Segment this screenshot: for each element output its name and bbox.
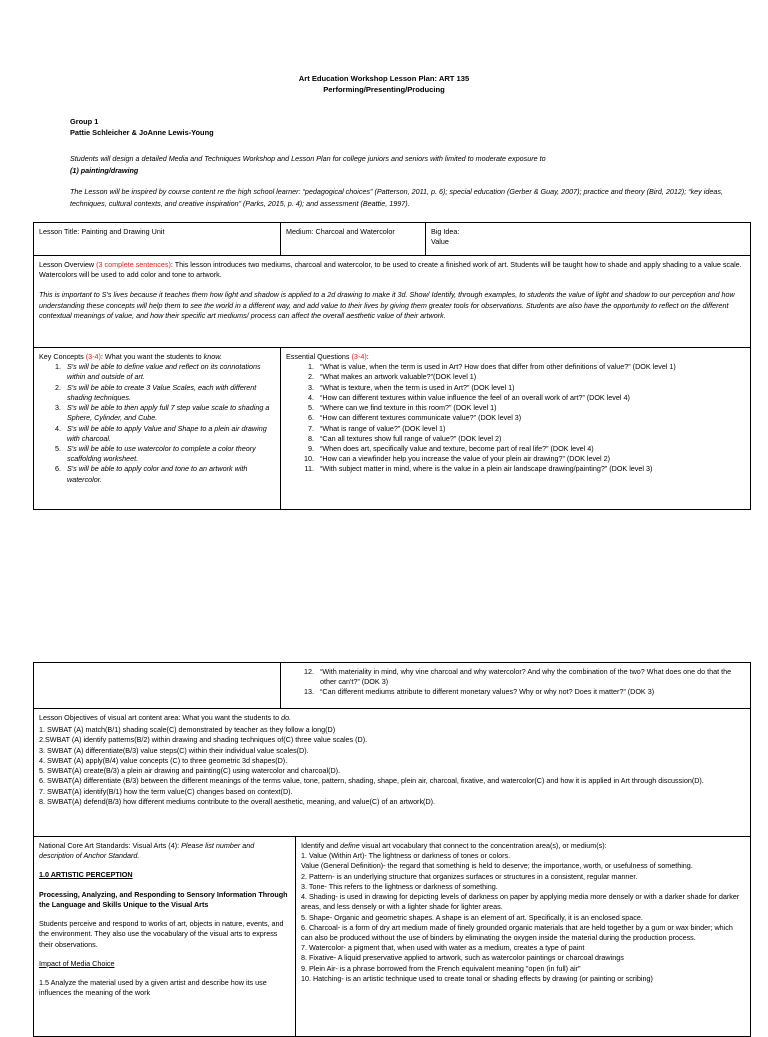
essential-question-item [286,687,745,697]
lesson-title: Lesson Title: Painting and Drawing Unit [39,227,165,236]
essential-question-item-text: “When does art, specifically value and texture, become part of real life?” (DOK level 4) [320,443,594,453]
essential-question-item-text: “What is texture, when the term is used in Art?” (DOK level 1) [320,382,515,392]
key-concepts-label-rest: : What you want the students to [100,352,204,361]
standards-para: Students perceive and respond to works of art, objects in nature, events, and the environment. They also use the vocabulary of the visual arts to express their observations. [39,919,284,949]
overview-paragraph-2: This is important to S's lives because it teaches them how light and shadow is applied to a 2d drawing to make it 3d. Show/ Identify, through examples, to students the value of light and shadow to our perception and how understanding these concepts will help them to see the world in a different way, and add value to their lives by giving them greater tools for observations. Students are also have the opportunity to reflect on the different contextual meanings of value, and how their specific art mediums/ process can affect the overall aesthetic value of their artwork. [39,290,735,320]
essential-question-item-number: 6. [308,413,314,423]
essential-question-item [286,444,745,454]
vocabulary-item: 9. Plein Air- is a phrase borrowed from the French equivalent meaning "open (in full) air" [301,963,581,973]
standards-label: National Core Art Standards: Visual Arts (4): [39,841,182,850]
essential-questions-continued-list [286,667,745,698]
essential-question-item-text: “What is value, when the term is used in Art? How does that differ from other definitions of value?” (DOK level 1) [320,362,676,372]
overview-cell [34,256,751,348]
intro-text-1: Students will design a detailed Media and Techniques Workshop and Lesson Plan for college juniors and seniors with limited to moderate exposure to [70,154,546,163]
vocabulary-item: 7. Watercolor- a pigment that, when used with water as a medium, creates a type of paint [301,943,585,953]
key-concept-item-number: 5. [55,443,61,453]
essential-question-item [286,667,745,687]
essential-question-item [286,393,745,403]
big-idea-cell [426,223,751,256]
vocabulary-item: 4. Shading- is used in drawing for depicting levels of darkness on paper by applying media more densely or with a darker shade for darker areas, and less densely or with a lighter shade for lighter areas. [301,892,740,912]
vocabulary-item: 6. Charcoal- is a form of dry art medium made of finely grounded organic materials that are held together by a gum or wax binder; which can also be produced without the use of binders by eliminating the oxygen inside the material during the production process. [301,922,733,942]
medium-cell [281,223,426,256]
key-concept-item-text: S's will be able to define value and reflect on its connotations within and outside of art. [67,362,261,382]
objectives-do: do. [281,713,292,722]
key-concept-item [39,362,275,382]
key-concept-item-number: 3. [55,403,61,413]
essential-question-item-number: 1. [308,362,314,372]
essential-question-item-number: 7. [308,423,314,433]
key-concepts-heading [39,352,275,362]
intro-paragraph-1 [70,153,730,176]
empty-cell [34,663,281,709]
vocabulary-item: Value (General Definition)- the regard that something is held to deserve; the importance, worth, or usefulness of something. [301,861,693,871]
vocabulary-label-a: Identify and [301,841,341,850]
standards-section-heading: 1.0 ARTISTIC PERCEPTION [39,870,133,880]
key-concept-item [39,403,275,423]
vocabulary-item: 8. Fixative- A liquid preservative applied to artwork, such as watercolor paintings or charcoal drawings [301,953,624,963]
authors: Pattie Schleicher & JoAnne Lewis-Young [70,128,214,138]
vocabulary-label-b: visual art vocabulary that connect to the concentration area(s), or medium(s): [359,841,607,850]
objective-item: 1. SWBAT (A) match(B/1) shading scale(C) demonstrated by teacher as they follow a long(D) [39,725,336,735]
key-concept-item-number: 2. [55,382,61,392]
overview-body: : This lesson introduces two mediums, charcoal and watercolor, to be used to create a finished work of art. Students will be taught how to shade and apply shading to a value scale. Watercolors will be used to add color and tone to artwork. [39,260,742,280]
essential-question-item-number: 13. [304,687,314,697]
vocabulary-cell [296,837,751,1037]
title-line-1: Art Education Workshop Lesson Plan: ART 135 [298,74,470,83]
overview-label: Lesson Overview [39,260,95,269]
key-concept-item [39,464,275,484]
essential-question-item-number: 5. [308,403,314,413]
standards-sub: Processing, Analyzing, and Responding to Sensory Information Through the Language and Skills Unique to the Visual Arts [39,889,288,909]
essential-questions-cell [281,348,751,510]
key-concepts-label: Key Concepts [39,352,84,361]
big-idea-value: Value [431,237,449,247]
objectives-list [39,725,745,807]
essential-question-item-number: 4. [308,392,314,402]
key-concepts-cell [34,348,281,510]
essential-questions-colon: : [366,352,369,361]
essential-questions-continued-cell [281,663,751,709]
key-concept-item-number: 6. [55,464,61,474]
standards-heading [39,841,290,861]
essential-question-item-text: “How can a viewfinder help you increase the value of your plein air drawing?” (DOK level 2) [320,454,611,464]
key-concept-item-text: S's will be able to use watercolor to complete a color theory scaffolding worksheet. [67,443,256,464]
key-concept-item-number: 1. [55,362,61,372]
lesson-title-cell [34,223,281,256]
vocabulary-define: define [340,841,360,850]
vocabulary-item: 10. Hatching- is an artistic technique used to create tonal or shading effects by drawing (or painting or scribing) [301,973,653,983]
vocabulary-item: 3. Tone- This refers to the lightness or darkness of something. [301,881,498,891]
essential-question-item-text: “What is range of value?” (DOK level 1) [320,423,446,433]
key-concept-item-number: 4. [55,423,61,433]
vocabulary-item: 5. Shape- Organic and geometric shapes. A shape is an element of art. Specifically, it is an enclosed space. [301,912,643,922]
essential-question-item [286,383,745,393]
essential-question-item-text: “Can different mediums attribute to different monetary values? Why or why not? Does it matter?” (DOK 3) [320,687,655,697]
objectives-cell [34,709,751,837]
essential-question-item-text: “With materiality in mind, why vine charcoal and why watercolor? And why the combination of the two? What does one do that the other can't?” (DOK 3) [320,667,732,687]
essential-question-item-text: “Where can we find texture in this room?” (DOK level 1) [320,403,497,413]
big-idea-label: Big Idea: [431,227,460,236]
title-line-2: Performing/Presenting/Producing [323,85,445,95]
essential-question-item [286,434,745,444]
intro-subtitle: (1) painting/drawing [70,165,139,175]
key-concept-item-text: S's will be able to apply color and tone to an artwork with watercolor. [67,464,248,484]
standards-cell [34,837,296,1037]
essential-question-item [286,413,745,423]
overview-text [39,260,745,280]
intro-paragraph-2: The Lesson will be inspired by course content re the high school learner: “pedagogical choices” (Patterson, 2011, p. 6); special education (Gerber & Guay, 2007); practice and theory (Bird, 2012); “key ideas, techniques, cultural contexts, and creative inspiration” (Parks, 2015, p. 4); and assessment (Beattie, 1997). [70,187,723,208]
standards-item-1-5: 1.5 Analyze the material used by a given artist and describe how its use influences the meaning of the work [39,977,267,998]
essential-question-item-number: 9. [308,443,314,453]
medium: Medium: Charcoal and Watercolor [286,227,395,236]
objectives-label: Lesson Objectives of visual art content area: What you want the students to [39,713,282,722]
key-concepts-know: know. [203,352,223,361]
objective-item: 3. SWBAT (A) differentiate(B/3) value steps(C) within their individual value scales(D). [39,745,309,755]
essential-questions-heading [286,352,745,362]
essential-questions-label-red: (3-4) [351,352,367,361]
essential-question-item-text: “What makes an artwork valuable?”(DOK level 1) [320,372,477,382]
key-concept-item-text: S's will be able to apply Value and Shape to a plein air drawing with charcoal. [67,423,267,443]
key-concept-item [39,383,275,403]
lesson-table-2 [33,662,751,837]
objective-item: 4. SWBAT (A) apply(B/4) value concepts (C) to three geometric 3d shapes(D). [39,755,288,765]
lesson-table-3 [33,836,751,1037]
objective-item: 2.SWBAT (A) identify patterns(B/2) within drawing and shading techniques of(C) three value scales (D). [39,735,368,745]
essential-question-item-text: “With subject matter in mind, where is the value in a plein air landscape drawing/painting?” (DOK level 3) [320,464,653,474]
key-concepts-list [39,362,275,485]
essential-questions-label: Essential Questions [286,352,350,361]
vocabulary-item: 2. Pattern- is an underlying structure that organizes surfaces or structures in a consistent, regular manner. [301,871,638,881]
key-concepts-label-red: (3-4) [85,352,101,361]
objective-item: 5. SWBAT(A) create(B/3) a plein air drawing and painting(C) using watercolor and charcoal(D). [39,766,341,776]
essential-question-item-number: 11. [304,464,314,474]
key-concept-item-text: S's will be able to create 3 Value Scales, each with different shading techniques. [67,382,257,402]
essential-question-item [286,372,745,382]
group-number: Group 1 [70,117,99,126]
essential-question-item-number: 10. [304,454,314,464]
essential-question-item [286,424,745,434]
objectives-heading [39,713,745,723]
vocabulary-list [301,851,745,984]
key-concept-item [39,424,275,444]
standards-label-italic: Please list number and description of Anchor Standard. [39,841,255,861]
essential-question-item-number: 2. [308,372,314,382]
key-concept-item-text: S's will be able to then apply full 7 step value scale to shading a Sphere, Cylinder, and Cube. [67,403,270,423]
group-info [70,116,214,139]
essential-question-item-text: “Can all textures show full range of value?” (DOK level 2) [320,433,502,443]
essential-question-item-text: “How can different textures communicate value?” (DOK level 3) [320,413,522,423]
lesson-table-1 [33,222,751,510]
standards-impact: Impact of Media Choice [39,958,115,968]
objective-item: 7. SWBAT(A) identify(B/1) how the term value(C) changes based on context(D). [39,786,293,796]
vocabulary-heading [301,841,745,851]
overview-label-red: (3 complete sentences) [96,260,171,269]
document-title [0,73,768,96]
essential-question-item-number: 3. [308,382,314,392]
essential-question-item-number: 8. [308,433,314,443]
essential-question-item-number: 12. [304,667,314,676]
vocabulary-item: 1. Value (Within Art)- The lightness or darkness of tones or colors. [301,851,511,861]
key-concept-item [39,444,275,464]
essential-question-item-text: “How can different textures within value influence the feel of an overall work of art?” (DOK level 4) [320,392,630,402]
essential-question-item [286,362,745,372]
essential-question-item [286,464,745,474]
essential-question-item [286,454,745,464]
objective-item: 6. SWBAT(A) differentiate (B/3) between the different meanings of the terms value, tone, pattern, shading, shape, plein air, charcoal, fixative, and watercolor(C) and how it is applied in Art through discussion(D). [39,776,704,786]
objective-item: 8. SWBAT(A) defend(B/3) how different mediums contribute to the overall aesthetic, meaning, and value(C) of an artwork(D). [39,796,436,806]
essential-question-item [286,403,745,413]
essential-questions-list [286,362,745,474]
